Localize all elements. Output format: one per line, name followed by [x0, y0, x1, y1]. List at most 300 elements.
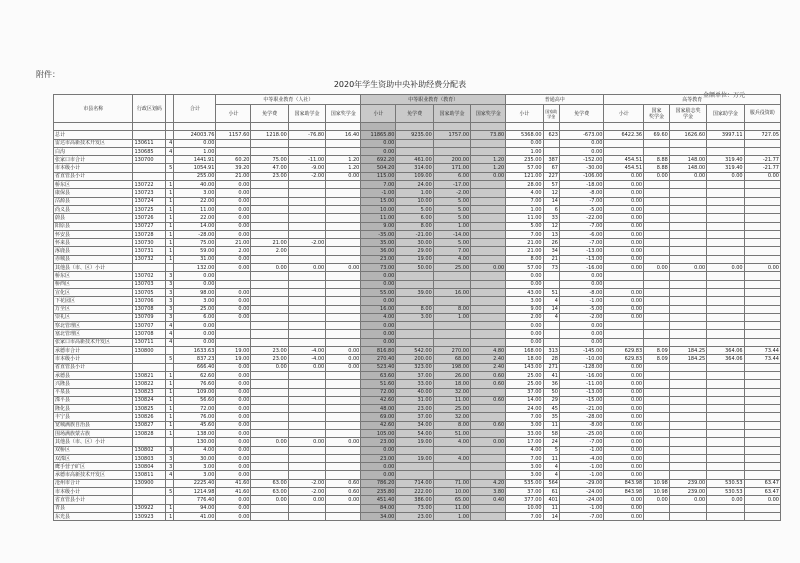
- table-cell: 530.53: [707, 488, 744, 496]
- table-cell: 0.00: [604, 380, 644, 388]
- table-cell: 115.00: [361, 172, 396, 180]
- cell-code: 130725: [133, 205, 166, 213]
- table-cell: [669, 396, 706, 404]
- table-cell: [166, 172, 174, 180]
- table-cell: [744, 147, 780, 155]
- cell-name: 兴隆县: [54, 380, 133, 388]
- table-cell: [433, 446, 470, 454]
- table-cell: [326, 214, 361, 222]
- table-cell: [707, 255, 744, 263]
- table-cell: -8.00: [559, 189, 603, 197]
- table-cell: 23.00: [251, 355, 288, 363]
- table-cell: -106.00: [559, 172, 603, 180]
- table-cell: [216, 272, 251, 280]
- table-cell: 63.00: [251, 488, 288, 496]
- table-cell: 35.00: [361, 239, 396, 247]
- table-cell: 313: [543, 347, 559, 355]
- table-cell: [471, 197, 506, 205]
- table-cell: [669, 288, 706, 296]
- cell-name: 东光县: [54, 512, 133, 520]
- cell-name: 尚义县: [54, 205, 133, 213]
- table-cell: 54.00: [396, 429, 433, 437]
- table-row: [54, 305, 781, 313]
- cell-name: 市本级小计: [54, 164, 133, 172]
- table-cell: [216, 123, 251, 131]
- table-cell: 3.00: [174, 297, 216, 305]
- table-cell: [744, 446, 780, 454]
- table-cell: [288, 504, 325, 512]
- table-cell: [251, 338, 288, 346]
- table-cell: [288, 396, 325, 404]
- table-cell: 69.60: [644, 131, 670, 139]
- table-cell: 34.00: [361, 512, 396, 520]
- table-cell: 629.83: [604, 347, 644, 355]
- table-cell: [326, 247, 361, 255]
- table-cell: 1157.60: [216, 131, 251, 139]
- table-cell: 727.05: [744, 131, 780, 139]
- table-cell: 23.00: [361, 255, 396, 263]
- cell-name: 承德市合计: [54, 347, 133, 355]
- cell-code: 130825: [133, 405, 166, 413]
- header-jy-jx: 国家奖学金: [471, 105, 506, 123]
- table-cell: [543, 272, 559, 280]
- table-row: [54, 280, 781, 288]
- table-cell: 401: [543, 496, 559, 504]
- table-cell: 130.00: [174, 438, 216, 446]
- table-cell: [669, 388, 706, 396]
- table-cell: [644, 222, 670, 230]
- table-cell: [288, 463, 325, 471]
- table-cell: 39.20: [216, 164, 251, 172]
- table-cell: 17.00: [506, 438, 543, 446]
- table-row: [54, 347, 781, 355]
- table-cell: -21.00: [559, 405, 603, 413]
- table-cell: [471, 504, 506, 512]
- table-row: [54, 463, 781, 471]
- table-cell: 0.00: [604, 413, 644, 421]
- table-cell: [288, 189, 325, 197]
- table-cell: 22.00: [174, 214, 216, 222]
- table-cell: 1633.63: [174, 347, 216, 355]
- table-row: [54, 454, 781, 462]
- table-cell: 0.00: [361, 330, 396, 338]
- table-cell: 1: [166, 181, 174, 189]
- table-cell: 51.60: [361, 380, 396, 388]
- table-cell: 0.00: [471, 264, 506, 272]
- table-cell: 4: [166, 147, 174, 155]
- table-cell: -21.77: [744, 164, 780, 172]
- table-cell: 786.20: [361, 479, 396, 487]
- cell-code: 130708: [133, 330, 166, 338]
- table-cell: [543, 139, 559, 147]
- table-cell: [326, 512, 361, 520]
- table-cell: -1.00: [559, 446, 603, 454]
- table-cell: 0.00: [216, 222, 251, 230]
- table-cell: 2.00: [216, 247, 251, 255]
- table-cell: [433, 123, 470, 131]
- cell-name: 市本级小计: [54, 355, 133, 363]
- table-cell: [396, 463, 433, 471]
- table-cell: 39.00: [396, 288, 433, 296]
- table-cell: [216, 139, 251, 147]
- table-cell: [669, 338, 706, 346]
- table-cell: 63.60: [361, 371, 396, 379]
- table-cell: 271: [543, 363, 559, 371]
- table-cell: 200.00: [396, 355, 433, 363]
- table-cell: 48.00: [361, 405, 396, 413]
- table-cell: 16.00: [361, 305, 396, 313]
- table-cell: 25.00: [506, 380, 543, 388]
- table-cell: 0.00: [604, 197, 644, 205]
- header-jy-mxf: 免学费: [396, 105, 433, 123]
- table-row: [54, 355, 781, 363]
- cell-code: 130802: [133, 446, 166, 454]
- table-cell: 37.00: [396, 413, 433, 421]
- table-cell: [326, 239, 361, 247]
- table-cell: 0.00: [506, 272, 543, 280]
- table-cell: [669, 504, 706, 512]
- cell-name: 宣化区: [54, 288, 133, 296]
- table-cell: 542.00: [396, 347, 433, 355]
- table-cell: 75.00: [251, 156, 288, 164]
- table-cell: 1214.98: [174, 488, 216, 496]
- table-cell: [744, 181, 780, 189]
- table-cell: [326, 338, 361, 346]
- table-cell: 19.00: [216, 355, 251, 363]
- table-cell: [543, 123, 559, 131]
- table-cell: 0.00: [216, 396, 251, 404]
- table-cell: 76.00: [174, 413, 216, 421]
- table-cell: 0.00: [216, 297, 251, 305]
- cell-name: 承德市高新技术开发区: [54, 471, 133, 479]
- table-cell: 0.00: [604, 388, 644, 396]
- table-cell: 10.00: [506, 504, 543, 512]
- cell-name: 沧州市合计: [54, 479, 133, 487]
- table-cell: [326, 471, 361, 479]
- table-cell: [288, 413, 325, 421]
- table-cell: 51: [543, 288, 559, 296]
- table-cell: 0.00: [251, 496, 288, 504]
- table-cell: [644, 247, 670, 255]
- table-cell: [543, 330, 559, 338]
- table-cell: [326, 147, 361, 155]
- table-cell: 0.00: [361, 297, 396, 305]
- table-cell: [644, 305, 670, 313]
- table-row: [54, 488, 781, 496]
- table-cell: 0.00: [216, 189, 251, 197]
- table-cell: -7.00: [559, 239, 603, 247]
- header-gd-lz: 国家励志奖 学金: [669, 105, 706, 123]
- table-cell: [707, 463, 744, 471]
- table-cell: 3: [166, 463, 174, 471]
- table-cell: 40.00: [174, 181, 216, 189]
- table-cell: [644, 214, 670, 222]
- table-cell: [744, 205, 780, 213]
- table-cell: [644, 123, 670, 131]
- table-cell: [288, 197, 325, 205]
- table-cell: [669, 512, 706, 520]
- table-cell: 12: [543, 189, 559, 197]
- table-cell: 3: [166, 288, 174, 296]
- table-cell: 235.00: [506, 156, 543, 164]
- table-cell: [251, 454, 288, 462]
- table-cell: [251, 181, 288, 189]
- table-cell: 3.00: [506, 463, 543, 471]
- table-row: [54, 421, 781, 429]
- table-row: [54, 205, 781, 213]
- table-cell: [251, 371, 288, 379]
- table-cell: 28: [543, 355, 559, 363]
- table-cell: 0.00: [559, 147, 603, 155]
- table-cell: 0.00: [559, 338, 603, 346]
- table-cell: 67: [543, 164, 559, 172]
- table-cell: 1: [166, 230, 174, 238]
- cell-name: 涿鹿县: [54, 247, 133, 255]
- table-cell: 4: [166, 322, 174, 330]
- cell-name: 万全区: [54, 305, 133, 313]
- table-cell: [707, 181, 744, 189]
- table-cell: 235.80: [361, 488, 396, 496]
- cell-code: [133, 363, 166, 371]
- table-cell: 4: [543, 297, 559, 305]
- table-cell: 5.00: [506, 222, 543, 230]
- cell-code: 130732: [133, 255, 166, 263]
- table-cell: 13: [543, 230, 559, 238]
- table-cell: [669, 230, 706, 238]
- table-cell: [644, 197, 670, 205]
- table-cell: 148.00: [669, 156, 706, 164]
- table-row: [54, 388, 781, 396]
- header-gd-jxj: 国家 奖学金: [644, 105, 670, 123]
- table-cell: 0.00: [644, 496, 670, 504]
- table-cell: 75.00: [174, 239, 216, 247]
- table-cell: [644, 230, 670, 238]
- table-cell: -30.00: [559, 164, 603, 172]
- table-cell: [326, 139, 361, 147]
- table-cell: 0.00: [604, 396, 644, 404]
- table-cell: [288, 288, 325, 296]
- table-cell: [669, 463, 706, 471]
- table-cell: 0.00: [604, 214, 644, 222]
- cell-name: 下花园区: [54, 297, 133, 305]
- table-cell: [396, 330, 433, 338]
- table-cell: -4.00: [288, 347, 325, 355]
- table-cell: [251, 222, 288, 230]
- table-cell: [744, 214, 780, 222]
- table-cell: [707, 280, 744, 288]
- table-cell: 35: [543, 413, 559, 421]
- table-cell: -9.00: [288, 164, 325, 172]
- table-cell: 0.00: [604, 429, 644, 437]
- table-cell: 4.00: [433, 454, 470, 462]
- table-cell: [326, 421, 361, 429]
- table-cell: 98.00: [174, 288, 216, 296]
- table-cell: [288, 313, 325, 321]
- header-name: 市县名称: [54, 95, 133, 123]
- table-cell: [604, 272, 644, 280]
- table-cell: 1.20: [471, 164, 506, 172]
- table-cell: [744, 123, 780, 131]
- table-cell: [166, 131, 174, 139]
- cell-name: 其他县（市、区）小计: [54, 264, 133, 272]
- cell-name: 察北管理区: [54, 322, 133, 330]
- table-cell: [669, 255, 706, 263]
- table-cell: 21: [543, 255, 559, 263]
- table-cell: [644, 429, 670, 437]
- table-cell: [669, 405, 706, 413]
- table-cell: 0.00: [604, 421, 644, 429]
- table-cell: 25.00: [506, 371, 543, 379]
- table-cell: -7.00: [559, 222, 603, 230]
- table-cell: [288, 297, 325, 305]
- table-cell: 0.00: [361, 322, 396, 330]
- table-cell: 10.98: [644, 479, 670, 487]
- table-cell: 1: [166, 396, 174, 404]
- table-cell: 22.00: [174, 197, 216, 205]
- table-cell: 4.00: [506, 446, 543, 454]
- cell-name: 承德县: [54, 371, 133, 379]
- table-cell: [669, 280, 706, 288]
- table-cell: [396, 446, 433, 454]
- table-cell: [251, 139, 288, 147]
- table-cell: 18.00: [433, 380, 470, 388]
- table-cell: [326, 197, 361, 205]
- table-cell: [326, 222, 361, 230]
- table-cell: 8.00: [396, 305, 433, 313]
- table-cell: 41: [543, 371, 559, 379]
- table-cell: [707, 504, 744, 512]
- table-cell: 21.00: [216, 172, 251, 180]
- table-cell: 34: [543, 247, 559, 255]
- table-cell: 25.00: [433, 264, 470, 272]
- table-cell: 0.00: [326, 355, 361, 363]
- table-cell: [288, 222, 325, 230]
- table-cell: 7.00: [506, 454, 543, 462]
- table-cell: 73.00: [361, 264, 396, 272]
- table-cell: [669, 322, 706, 330]
- table-cell: -17.00: [433, 181, 470, 189]
- table-cell: 1: [166, 197, 174, 205]
- table-row: [54, 429, 781, 437]
- table-cell: 30.00: [396, 239, 433, 247]
- table-cell: 1.00: [506, 147, 543, 155]
- table-cell: 0.00: [604, 288, 644, 296]
- table-cell: -22.00: [559, 214, 603, 222]
- table-cell: 222.00: [396, 488, 433, 496]
- table-cell: [251, 297, 288, 305]
- table-cell: [744, 272, 780, 280]
- table-cell: 1: [166, 255, 174, 263]
- table-cell: 0.00: [288, 496, 325, 504]
- table-cell: 43.00: [506, 288, 543, 296]
- table-cell: [744, 371, 780, 379]
- table-cell: -25.00: [559, 429, 603, 437]
- table-cell: [251, 421, 288, 429]
- table-cell: 0.00: [506, 280, 543, 288]
- table-cell: 1441.91: [174, 156, 216, 164]
- cell-code: 130822: [133, 380, 166, 388]
- table-cell: [543, 322, 559, 330]
- table-cell: 0.00: [559, 322, 603, 330]
- table-cell: -15.00: [559, 396, 603, 404]
- table-cell: [744, 288, 780, 296]
- cell-name: 张家口市高新技术开发区: [54, 338, 133, 346]
- table-cell: [471, 413, 506, 421]
- table-cell: 0.00: [216, 454, 251, 462]
- table-cell: 714.00: [396, 479, 433, 487]
- table-cell: 523.40: [361, 363, 396, 371]
- table-cell: [471, 313, 506, 321]
- table-cell: [707, 239, 744, 247]
- table-cell: 0.00: [604, 454, 644, 462]
- table-cell: [644, 421, 670, 429]
- table-cell: [216, 330, 251, 338]
- table-cell: 0.00: [326, 264, 361, 272]
- table-cell: 37.00: [506, 488, 543, 496]
- table-cell: [288, 230, 325, 238]
- table-cell: 0.00: [604, 205, 644, 213]
- table-cell: 0.00: [216, 405, 251, 413]
- table-cell: [707, 214, 744, 222]
- table-cell: [644, 380, 670, 388]
- cell-code: 130702: [133, 272, 166, 280]
- table-cell: 0.00: [361, 446, 396, 454]
- table-cell: 56.60: [174, 396, 216, 404]
- table-cell: [707, 438, 744, 446]
- table-cell: -16.00: [559, 371, 603, 379]
- cell-code: [133, 172, 166, 180]
- table-cell: [251, 388, 288, 396]
- table-cell: 3.00: [174, 189, 216, 197]
- table-cell: 0.00: [471, 172, 506, 180]
- table-cell: 2.00: [506, 313, 543, 321]
- table-cell: 0.00: [471, 438, 506, 446]
- table-cell: [669, 305, 706, 313]
- table-cell: 0.00: [216, 504, 251, 512]
- table-cell: 50: [543, 388, 559, 396]
- table-cell: 57.00: [506, 264, 543, 272]
- table-cell: [471, 388, 506, 396]
- table-cell: 32.00: [433, 413, 470, 421]
- table-cell: [288, 214, 325, 222]
- table-cell: [166, 156, 174, 164]
- table-cell: [669, 123, 706, 131]
- cell-name: 赤城县: [54, 255, 133, 263]
- table-cell: [288, 380, 325, 388]
- table-cell: [644, 512, 670, 520]
- table-cell: [669, 413, 706, 421]
- table-cell: 0.00: [216, 230, 251, 238]
- table-cell: 21.00: [506, 247, 543, 255]
- table-cell: [396, 322, 433, 330]
- table-cell: 364.06: [707, 347, 744, 355]
- table-cell: [744, 413, 780, 421]
- table-cell: 1: [166, 413, 174, 421]
- table-cell: -21.00: [396, 230, 433, 238]
- table-cell: 0.00: [604, 255, 644, 263]
- header-rbi-zx: 国家助学金: [288, 105, 325, 123]
- table-cell: 0.00: [216, 496, 251, 504]
- cell-name: 双滦区: [54, 454, 133, 462]
- table-cell: 0.00: [604, 247, 644, 255]
- table-row: [54, 496, 781, 504]
- table-cell: [644, 181, 670, 189]
- table-cell: 29.00: [396, 247, 433, 255]
- table-row: [54, 164, 781, 172]
- table-cell: [707, 313, 744, 321]
- table-cell: 386.00: [396, 496, 433, 504]
- table-cell: 32.00: [433, 388, 470, 396]
